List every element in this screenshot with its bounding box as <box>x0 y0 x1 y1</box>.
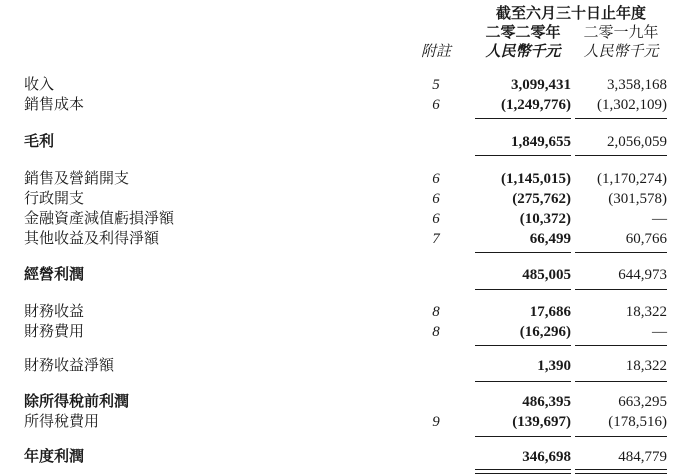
row-note: 6 <box>432 211 440 227</box>
subtotal-rule <box>475 289 571 290</box>
subtotal-rule <box>475 155 571 156</box>
table-row <box>0 189 686 209</box>
row-note: 6 <box>432 171 440 187</box>
value-2019: (178,516) <box>608 414 667 430</box>
value-2020: (1,249,776) <box>501 97 571 113</box>
total-double-rule <box>475 469 571 474</box>
value-2020: (16,296) <box>519 324 571 340</box>
value-2020: 66,499 <box>529 231 571 247</box>
value-2019: 484,779 <box>618 449 667 465</box>
subtotal-rule <box>475 118 571 119</box>
table-row <box>0 447 686 467</box>
table-row <box>0 302 686 322</box>
table-row <box>0 75 686 95</box>
currency-2019-header: 人民幣千元 <box>583 44 659 60</box>
note-column-header: 附註 <box>420 44 451 60</box>
table-row <box>0 169 686 189</box>
row-label: 銷售成本 <box>24 97 85 113</box>
value-2019: 644,973 <box>618 267 667 283</box>
row-label: 行政開支 <box>24 191 85 207</box>
value-2019: 60,766 <box>625 231 667 247</box>
table-row <box>0 229 686 249</box>
subtotal-rule <box>475 381 571 382</box>
subtotal-rule <box>475 252 571 253</box>
row-label: 經營利潤 <box>24 267 85 283</box>
subtotal-rule <box>575 436 667 437</box>
currency-2020-header: 人民幣千元 <box>485 44 561 60</box>
row-label: 財務收益 <box>24 304 85 320</box>
row-label: 收入 <box>24 77 55 93</box>
subtotal-rule <box>475 345 571 346</box>
value-2019: — <box>652 211 667 227</box>
row-label: 所得稅費用 <box>24 414 100 430</box>
row-label: 毛利 <box>24 134 55 150</box>
value-2020: 17,686 <box>529 304 571 320</box>
value-2020: 3,099,431 <box>511 77 571 93</box>
table-row <box>0 392 686 412</box>
value-2019: (301,578) <box>608 191 667 207</box>
row-note: 6 <box>432 191 440 207</box>
row-note: 8 <box>432 304 440 320</box>
subtotal-rule <box>475 436 571 437</box>
row-label: 銷售及營銷開支 <box>24 171 130 187</box>
value-2020: 1,849,655 <box>511 134 571 150</box>
table-row <box>0 209 686 229</box>
value-2020: 485,005 <box>522 267 571 283</box>
row-note: 7 <box>432 231 440 247</box>
table-row <box>0 132 686 152</box>
row-note: 5 <box>432 77 440 93</box>
table-row <box>0 356 686 376</box>
value-2020: (275,762) <box>512 191 571 207</box>
row-note: 6 <box>432 97 440 113</box>
table-row <box>0 95 686 115</box>
row-label: 金融資產減值虧損淨額 <box>24 211 175 227</box>
value-2019: 2,056,059 <box>607 134 667 150</box>
value-2019: 3,358,168 <box>607 77 667 93</box>
value-2020: (139,697) <box>512 414 571 430</box>
value-2020: (1,145,015) <box>501 171 571 187</box>
row-note: 8 <box>432 324 440 340</box>
row-label: 其他收益及利得淨額 <box>24 231 160 247</box>
value-2019: 18,322 <box>625 304 667 320</box>
value-2019: (1,170,274) <box>597 171 667 187</box>
subtotal-rule <box>575 155 667 156</box>
subtotal-rule <box>575 252 667 253</box>
year-2019-header: 二零一九年 <box>583 25 659 41</box>
value-2019: 18,322 <box>625 358 667 374</box>
table-row <box>0 265 686 285</box>
period-header: 截至六月三十日止年度 <box>495 6 646 22</box>
subtotal-rule <box>575 118 667 119</box>
total-double-rule <box>575 469 667 474</box>
row-label: 財務費用 <box>24 324 85 340</box>
subtotal-rule <box>575 381 667 382</box>
row-label: 除所得稅前利潤 <box>24 394 130 410</box>
row-label: 財務收益淨額 <box>24 358 115 374</box>
value-2020: 1,390 <box>537 358 571 374</box>
value-2019: — <box>652 324 667 340</box>
value-2019: 663,295 <box>618 394 667 410</box>
table-row <box>0 322 686 342</box>
value-2020: 486,395 <box>522 394 571 410</box>
value-2019: (1,302,109) <box>597 97 667 113</box>
value-2020: 346,698 <box>522 449 571 465</box>
row-note: 9 <box>432 414 440 430</box>
year-2020-header: 二零二零年 <box>485 25 561 41</box>
row-label: 年度利潤 <box>24 449 85 465</box>
subtotal-rule <box>575 289 667 290</box>
value-2020: (10,372) <box>519 211 571 227</box>
table-row <box>0 412 686 432</box>
subtotal-rule <box>575 345 667 346</box>
